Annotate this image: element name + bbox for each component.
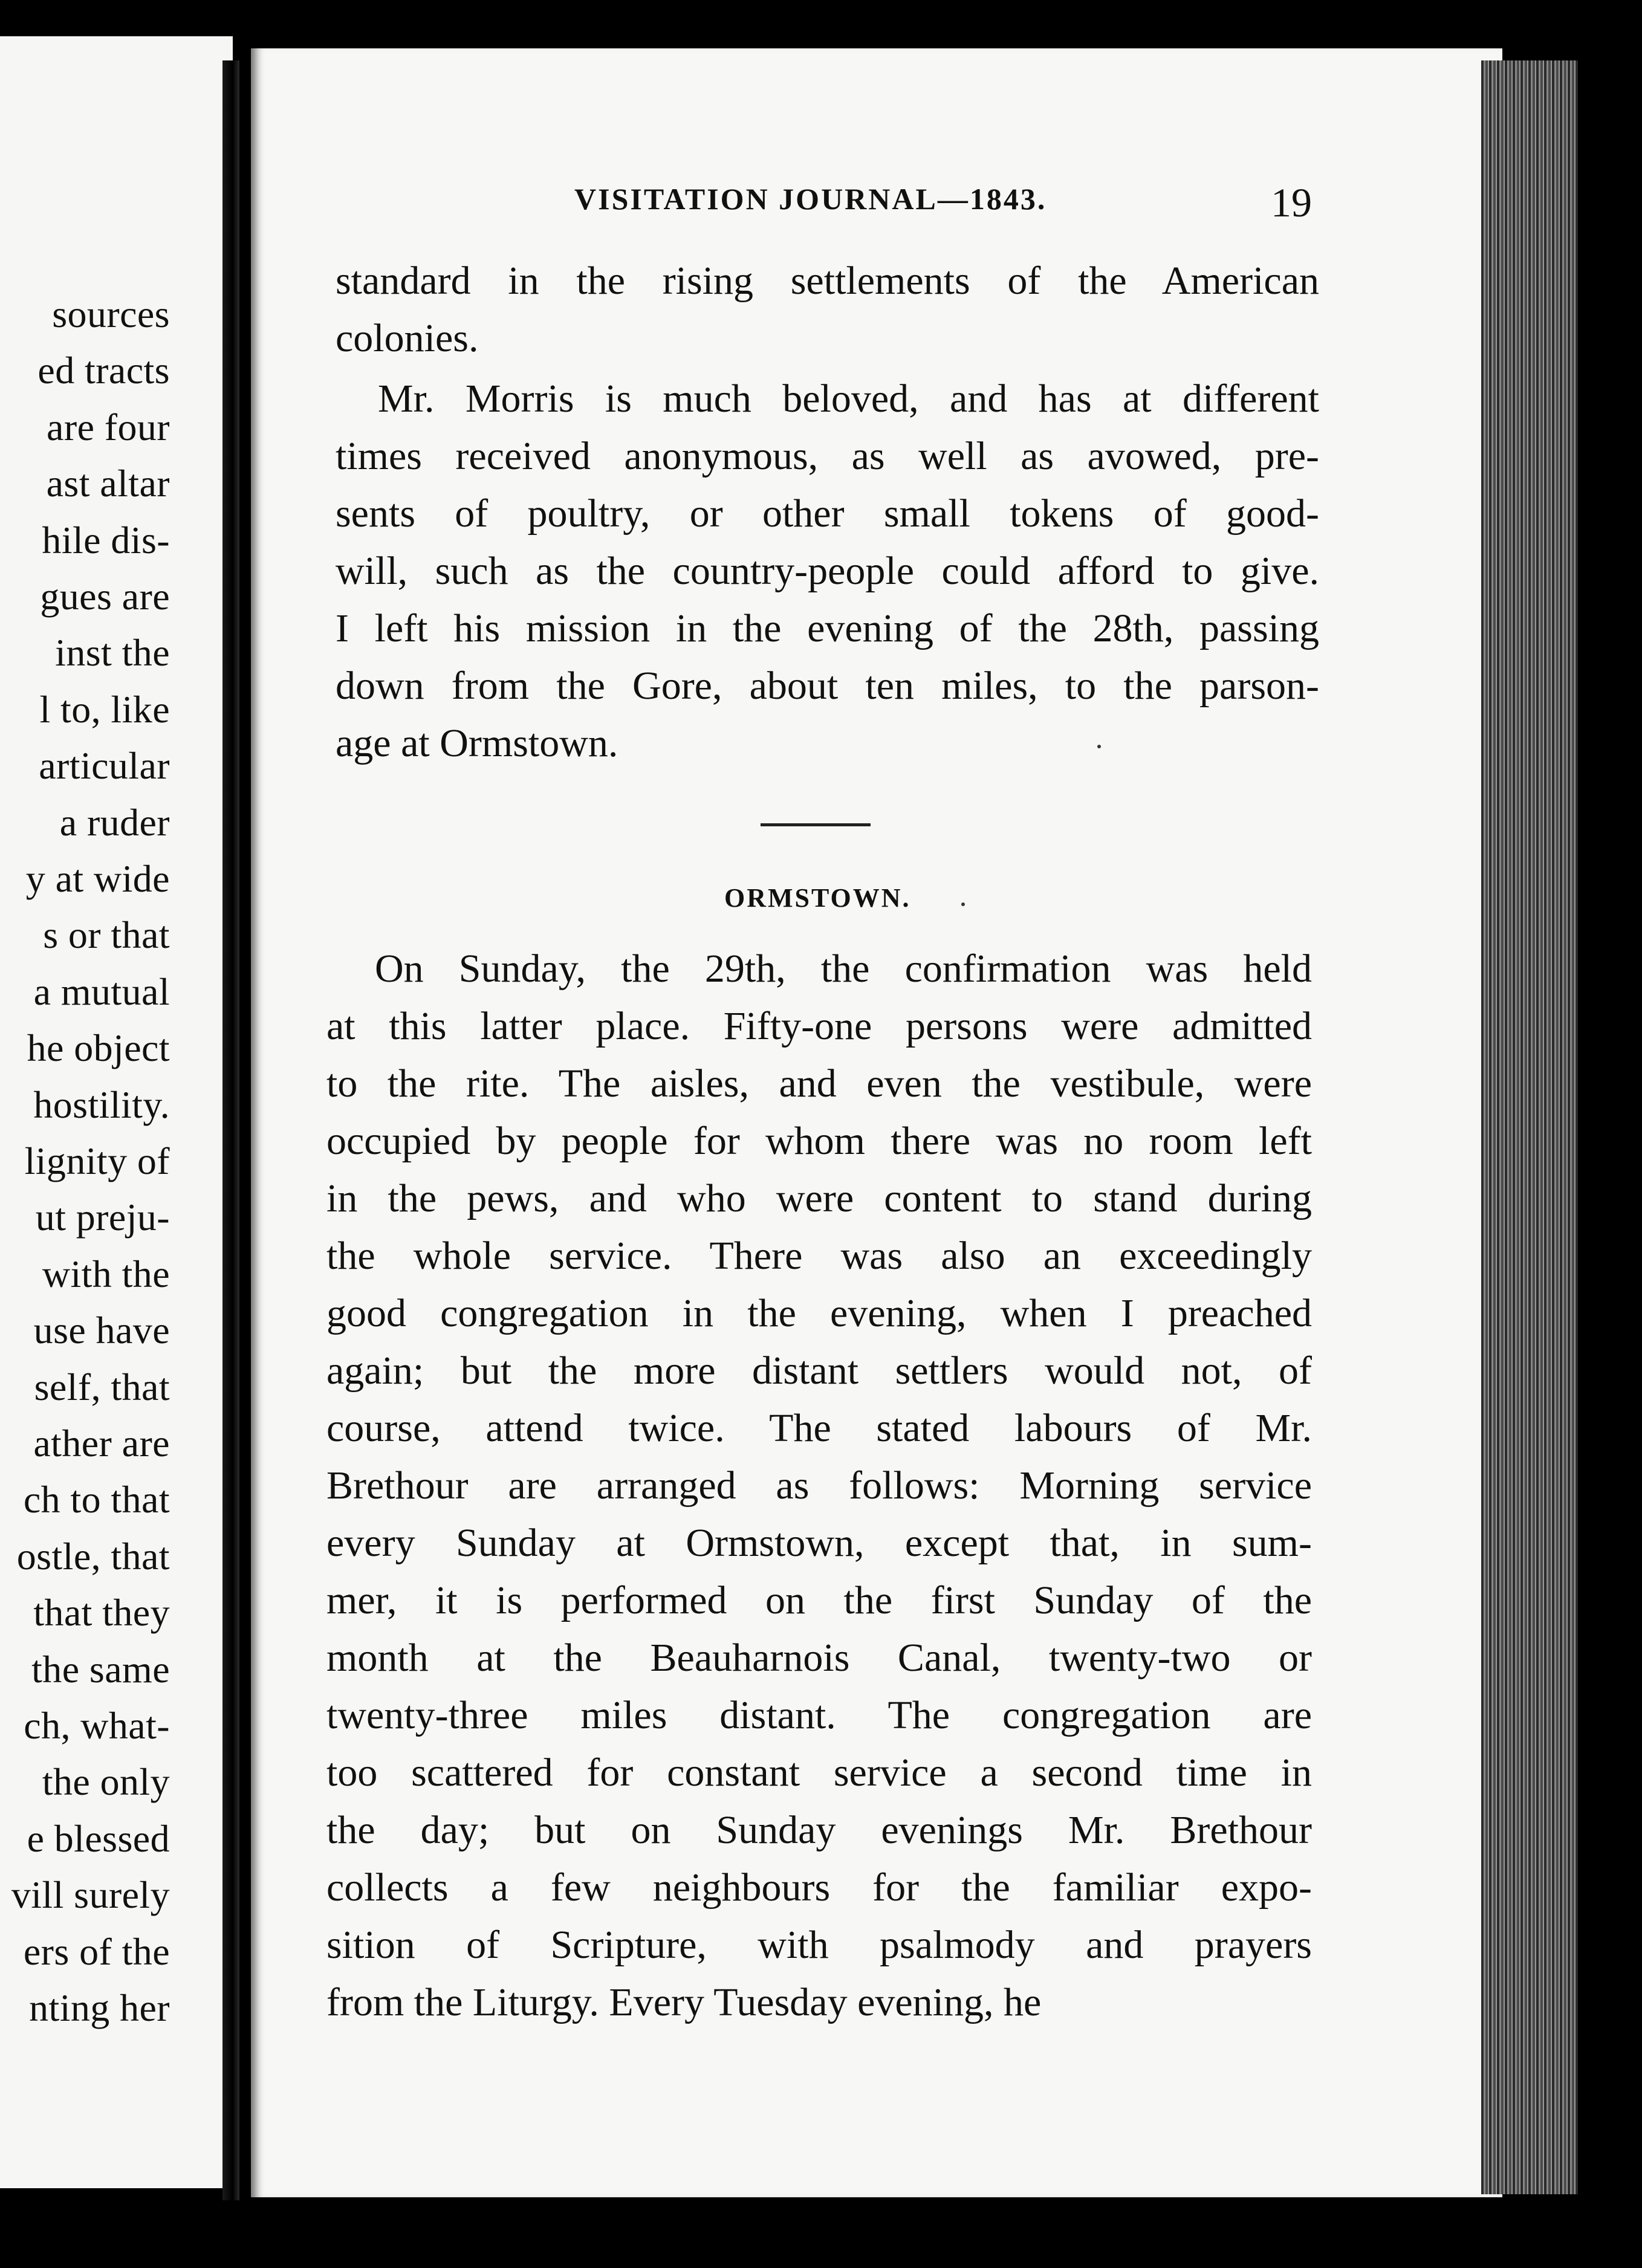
text-line: the day; but on Sunday evenings Mr. Brethour: [326, 1808, 1312, 1852]
left-page-line: he object: [27, 1026, 170, 1070]
text-line: too scattered for constant service a second time in: [326, 1751, 1312, 1795]
left-page-line: inst the: [55, 631, 170, 675]
section-heading: ORMSTOWN.: [724, 883, 911, 913]
left-page-line: that they: [33, 1591, 170, 1635]
left-page-line: ather are: [33, 1422, 170, 1465]
left-page-line: ch, what-: [24, 1704, 170, 1747]
left-page-line: ast altar: [46, 462, 170, 505]
book-gutter: [222, 60, 239, 2212]
left-page-line: a ruder: [59, 800, 170, 844]
left-page-line: s or that: [43, 913, 170, 957]
page-number: 19: [1271, 180, 1312, 225]
left-page-line: ch to that: [23, 1478, 170, 1521]
left-page-line: articular: [39, 744, 170, 788]
left-page-line: y at wide: [25, 857, 170, 900]
left-page-line: hostility.: [33, 1083, 170, 1126]
text-line: every Sunday at Ormstown, except that, in sum-: [326, 1521, 1312, 1565]
text-line: month at the Beauharnois Canal, twenty-two or: [326, 1636, 1312, 1680]
text-line: standard in the rising settlements of the American: [336, 259, 1319, 303]
text-line: will, such as the country-people could afford to give.: [336, 549, 1319, 593]
left-page-line: ostle, that: [16, 1534, 170, 1578]
left-page-line: e blessed: [27, 1816, 170, 1860]
left-facing-page: [0, 36, 233, 2188]
left-page-line: ers of the: [23, 1929, 170, 1973]
text-line: in the pews, and who were content to stand during: [326, 1176, 1312, 1220]
text-line: down from the Gore, about ten miles, to the parson-: [336, 664, 1319, 708]
text-line: On Sunday, the 29th, the confirmation was held: [375, 947, 1312, 991]
text-line: collects a few neighbours for the familiar expo-: [326, 1865, 1312, 1910]
text-line: from the Liturgy. Every Tuesday evening, he: [326, 1980, 1042, 2024]
left-page-line: ed tracts: [37, 349, 170, 392]
left-page-line: gues are: [40, 575, 170, 618]
left-page-line: use have: [33, 1309, 170, 1352]
text-line: age at Ormstown.: [336, 721, 618, 765]
left-page-line: are four: [47, 405, 170, 449]
text-line: Mr. Morris is much beloved, and has at different: [378, 377, 1319, 421]
left-page-line: lignity of: [24, 1139, 170, 1182]
running-head: VISITATION JOURNAL—1843.: [574, 182, 1047, 216]
text-line: again; but the more distant settlers would not, of: [326, 1349, 1312, 1393]
text-line: sition of Scripture, with psalmody and prayers: [326, 1923, 1312, 1967]
ink-speck: [1097, 745, 1101, 748]
text-line: sents of poultry, or other small tokens of good-: [336, 491, 1319, 536]
text-line: occupied by people for whom there was no room left: [326, 1119, 1312, 1163]
text-line: I left his mission in the evening of the 28th, passing: [336, 606, 1319, 650]
text-line: mer, it is performed on the first Sunday of the: [326, 1578, 1312, 1622]
left-page-line: ut preju-: [35, 1196, 170, 1239]
left-page-line: l to, like: [39, 687, 170, 731]
text-line: the whole service. There was also an exceedingly: [326, 1234, 1312, 1278]
left-page-line: self, that: [34, 1365, 170, 1408]
left-page-line: the same: [31, 1647, 170, 1691]
left-page-line: sources: [52, 293, 170, 335]
text-line: twenty-three miles distant. The congregation are: [326, 1693, 1312, 1737]
text-line: times received anonymous, as well as avowed, pre-: [336, 434, 1319, 478]
ink-speck: [961, 902, 965, 906]
text-line: colonies.: [336, 316, 479, 360]
text-line: at this latter place. Fifty-one persons were admitted: [326, 1004, 1312, 1048]
left-page-line: vill surely: [11, 1873, 170, 1917]
text-line: Brethour are arranged as follows: Morning service: [326, 1463, 1312, 1508]
left-page-line: nting her: [29, 1986, 170, 2029]
text-line: good congregation in the evening, when I preached: [326, 1291, 1312, 1335]
left-page-line: hile dis-: [42, 518, 170, 562]
scan-bottom-border: [0, 2200, 1642, 2268]
left-page-line: with the: [42, 1252, 170, 1295]
left-page-line: the only: [42, 1760, 170, 1804]
page-edges: [1481, 60, 1578, 2194]
text-line: course, attend twice. The stated labours of Mr.: [326, 1406, 1312, 1450]
section-divider-rule: [761, 823, 871, 826]
left-page-line: a mutual: [33, 970, 170, 1013]
text-line: to the rite. The aisles, and even the vestibule, were: [326, 1061, 1312, 1106]
